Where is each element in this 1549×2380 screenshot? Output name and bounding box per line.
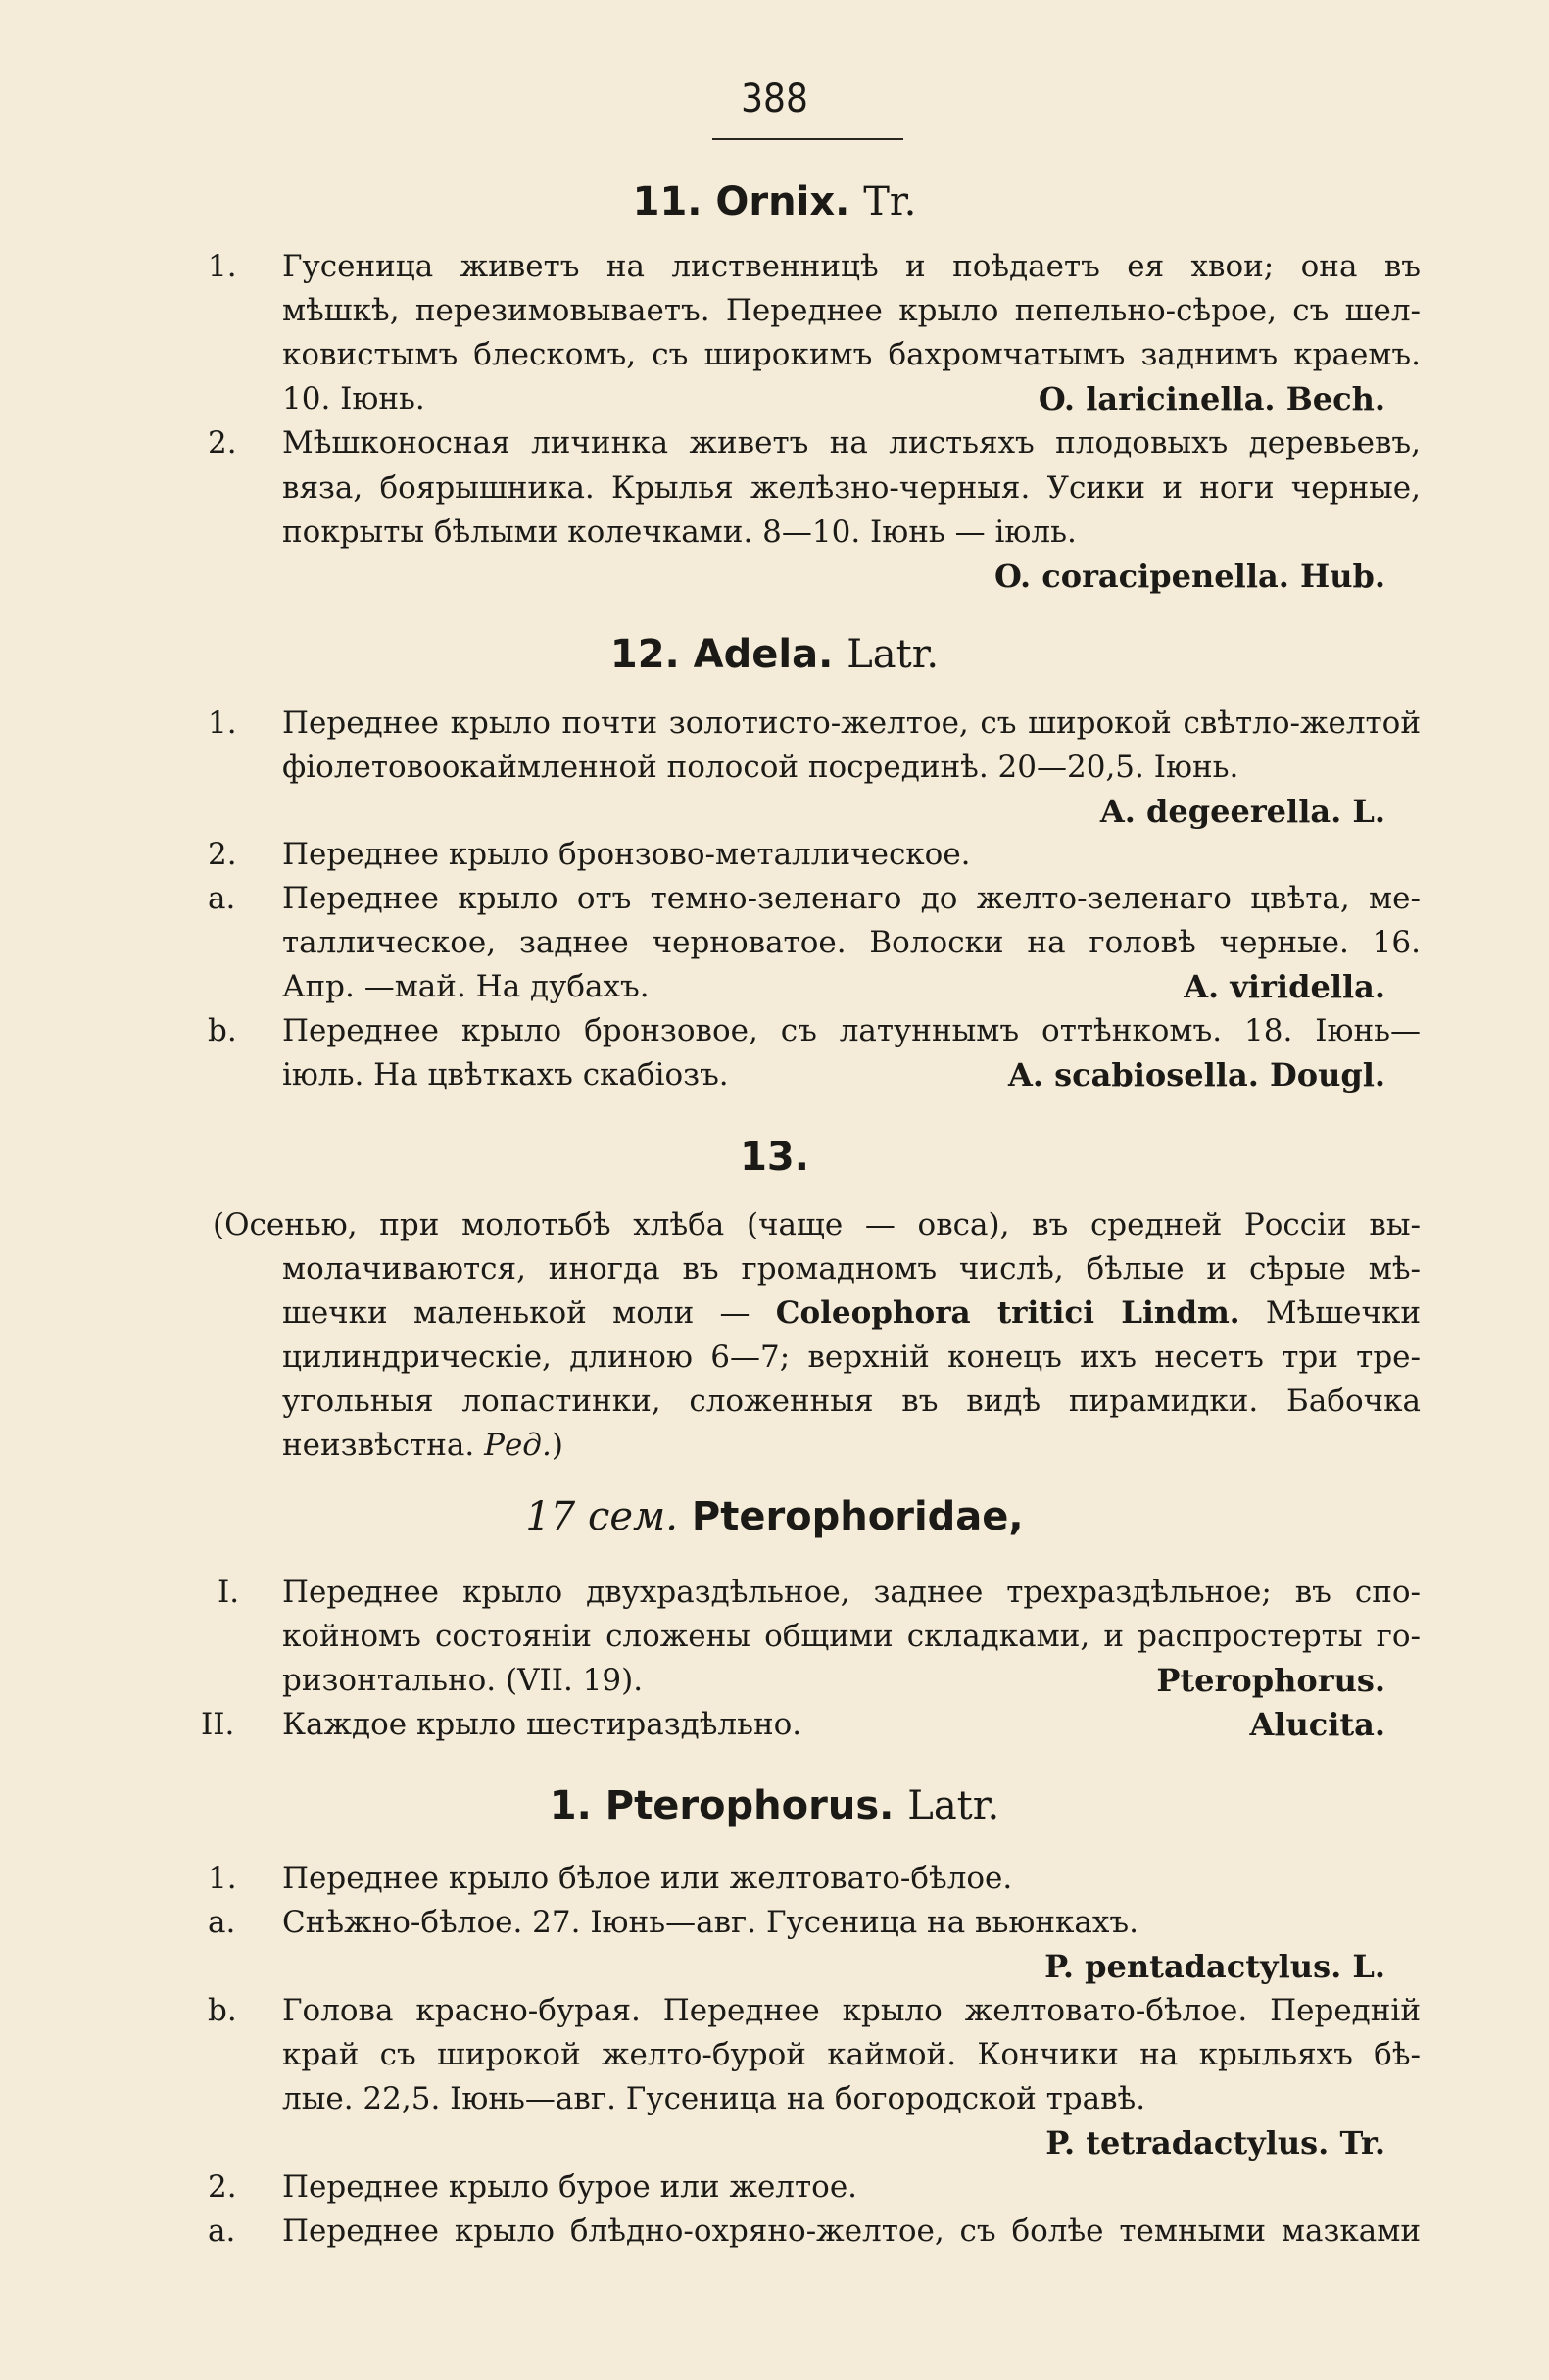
item-number: 2. [208, 2169, 237, 2205]
species-name: A. degeerella. L. [1099, 793, 1385, 830]
genus-heading-pterophorus [0, 1783, 1549, 1828]
heading-text: 1. Pterophorus. [549, 1783, 895, 1828]
heading-author: Tr. [863, 179, 917, 224]
section-heading-ornix [0, 179, 1549, 224]
text-line: Апр. —май. На дубахъ. [282, 969, 650, 1004]
species-name: A. scabiosella. Dougl. [1008, 1056, 1385, 1093]
text-line: край съ широкой желто-бурой каймой. Кончики на крыльяхъ бѣ- [282, 2037, 1421, 2072]
text-line: Переднее крыло почти золотисто-желтое, съ широкой свѣтло-желтой [282, 705, 1421, 741]
text-line: ковистымъ блескомъ, съ широкимъ бахромчатымъ заднимъ краемъ. [282, 337, 1421, 372]
item-number: 2. [208, 837, 237, 872]
species-name: O. coracipenella. Hub. [993, 558, 1385, 595]
heading-text: 11. Ornix. [632, 179, 850, 224]
text-line: таллическое, заднее черноватое. Волоски на головѣ черные. 16. [282, 925, 1421, 960]
section-heading-adela [0, 632, 1549, 677]
text-line: Переднее крыло бѣлое или желтовато-бѣлое. [282, 1861, 1013, 1896]
text-line: койномъ состояніи сложены общими складками, и распростерты го- [282, 1619, 1421, 1654]
species-name: P. tetradactylus. Tr. [1045, 2124, 1385, 2161]
inline-text: Мѣшечки [1239, 1295, 1421, 1331]
text-line: угольныя лопастинки, сложенныя въ видѣ пирамидки. Бабочка [282, 1384, 1421, 1419]
text-line: (Осенью, при молотьбѣ хлѣба (чаще — овса), въ средней Россіи вы- [213, 1207, 1421, 1242]
text-line: покрыты бѣлыми колечками. 8—10. Іюнь — іюль. [282, 514, 1077, 550]
species-name: O. laricinella. Bech. [1038, 380, 1385, 417]
family-heading-pterophoridae [0, 1494, 1549, 1539]
text-line: фіолетовоокаймленной полосой посрединѣ. 20—20,5. Іюнь. [282, 750, 1239, 785]
text-line [282, 1426, 563, 1465]
species-name: Alucita. [1249, 1706, 1385, 1743]
text-line: вяза, боярышника. Крылья желѣзно-черныя. Усики и ноги черные, [282, 470, 1421, 506]
species-name-inline: Coleophora tritici Lindm. [775, 1295, 1240, 1331]
text-line: Переднее крыло бронзовое, съ латуннымъ оттѣнкомъ. 18. Іюнь— [282, 1013, 1421, 1048]
family-name: Pterophoridae, [691, 1494, 1024, 1539]
item-number: I. [218, 1575, 240, 1610]
text-line: цилиндрическіе, длиною 6—7; верхній конецъ ихъ несетъ три тре- [282, 1339, 1421, 1375]
text-line: Переднее крыло двухраздѣльное, заднее трехраздѣльное; въ спо- [282, 1575, 1421, 1610]
item-number: a. [208, 2213, 236, 2249]
text-line: 10. Іюнь. [282, 381, 425, 416]
item-number: 1. [208, 705, 237, 741]
page-number-rule [712, 138, 903, 140]
inline-text: шечки маленькой моли — [282, 1295, 776, 1331]
text-line: Переднее крыло бронзово-металлическое. [282, 837, 971, 872]
text-line: іюль. На цвѣткахъ скабіозъ. [282, 1057, 729, 1093]
text-line: Переднее крыло блѣдно-охряно-желтое, съ болѣе темными мазками [282, 2213, 1421, 2249]
species-name: P. pentadactylus. L. [1044, 1948, 1385, 1985]
heading-text: 12. Adela. [609, 632, 834, 677]
text-line: Голова красно-бурая. Переднее крыло желтовато-бѣлое. Передній [282, 1993, 1421, 2028]
inline-text: ) [551, 1428, 563, 1463]
text-line: Переднее крыло бурое или желтое. [282, 2169, 858, 2205]
item-number: 2. [208, 425, 237, 461]
section-heading-13: 13. [740, 1135, 809, 1180]
item-number: 1. [208, 249, 237, 284]
text-line: Переднее крыло отъ темно-зеленаго до желто-зеленаго цвѣта, ме- [282, 881, 1421, 916]
heading-author: Latr. [907, 1783, 1000, 1828]
heading-author: Latr. [847, 632, 940, 677]
text-line [282, 1293, 1421, 1333]
species-name: Pterophorus. [1156, 1662, 1385, 1699]
family-number: 17 сем. [525, 1494, 678, 1539]
text-line: Каждое крыло шестираздѣльно. [282, 1707, 802, 1742]
text-line: Гусеница живетъ на лиственницѣ и поѣдаетъ ея хвои; она въ [282, 249, 1421, 284]
item-number: II. [201, 1707, 235, 1742]
text-line: ризонтально. (VII. 19). [282, 1663, 644, 1698]
item-number: 1. [208, 1861, 237, 1896]
inline-text: неизвѣстна. [282, 1428, 485, 1463]
text-line: Мѣшконосная личинка живетъ на листьяхъ плодовыхъ деревьевъ, [282, 425, 1421, 461]
text-line: мѣшкѣ, перезимовываетъ. Переднее крыло пепельно-сѣрое, съ шел- [282, 293, 1421, 328]
editor-note: Ред. [484, 1428, 552, 1463]
text-line: Снѣжно-бѣлое. 27. Іюнь—авг. Гусеница на вьюнкахъ. [282, 1905, 1138, 1940]
species-name: A. viridella. [1184, 968, 1385, 1005]
item-number: a. [208, 881, 236, 916]
item-number: a. [208, 1905, 236, 1940]
item-number: b. [208, 1993, 237, 2028]
text-line: лые. 22,5. Іюнь—авг. Гусеница на богородской травѣ. [282, 2081, 1146, 2116]
text-line: молачиваются, иногда въ громадномъ числѣ, бѣлые и сѣрые мѣ- [282, 1251, 1421, 1287]
item-number: b. [208, 1013, 237, 1048]
page-number: 388 [741, 76, 808, 121]
